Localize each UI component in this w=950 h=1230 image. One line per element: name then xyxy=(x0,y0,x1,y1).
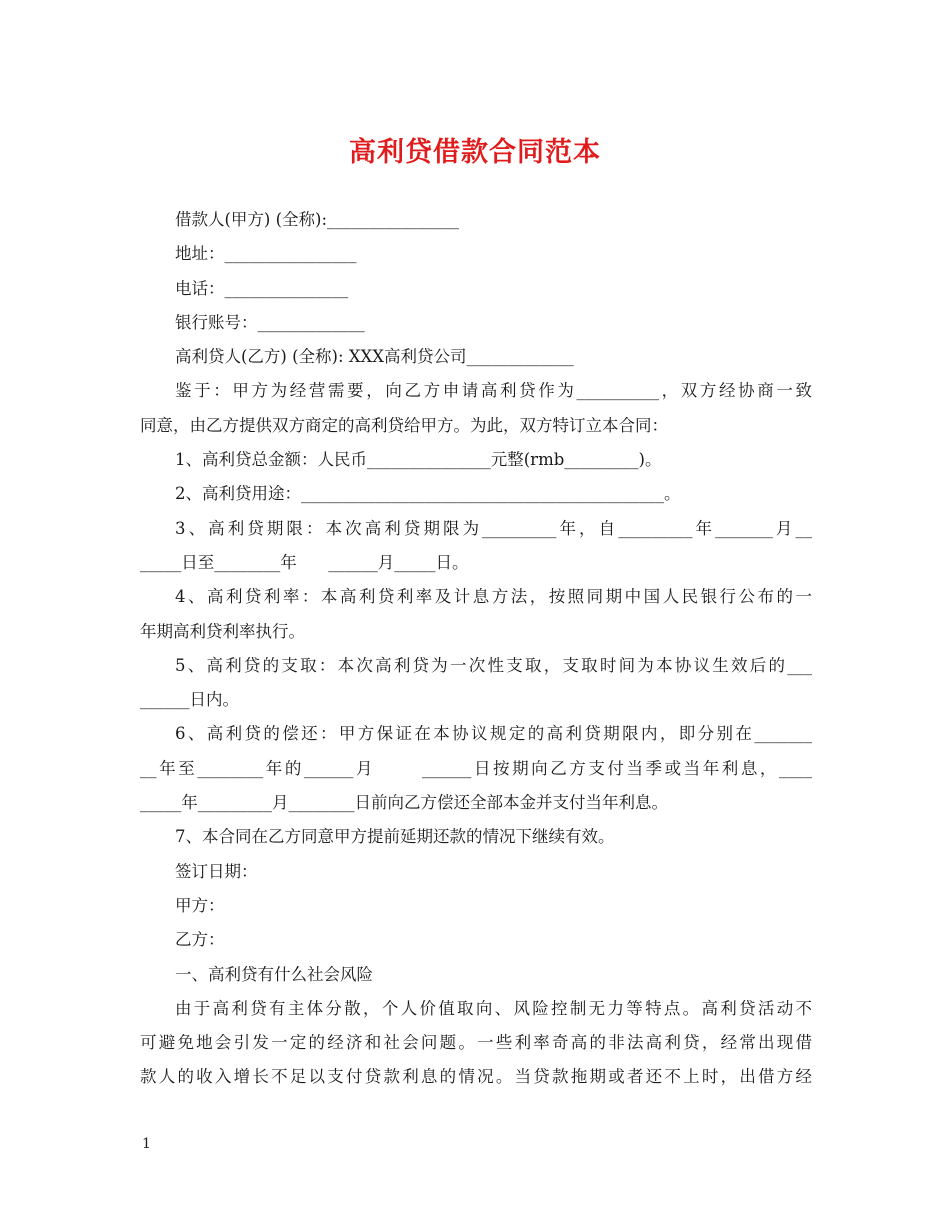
phone-line: 电话：_______________ xyxy=(175,278,349,298)
lender-name-line: 高利贷人(乙方) (全称): XXX高利贷公司_____________ xyxy=(175,347,574,367)
clause-6-repayment-line-1: 6、高利贷的偿还：甲方保证在本协议规定的高利贷期限内，即分别在_______ xyxy=(175,724,812,744)
page-number: 1 xyxy=(142,1136,151,1152)
clause-6-repayment-line-3: _____年_________月________日前向乙方偿还全部本金并支付当年利息。 xyxy=(140,793,668,813)
signing-date-label: 签订日期： xyxy=(175,861,258,881)
clause-4-rate-line-1: 4、高利贷利率：本高利贷利率及计息方法，按照同期中国人民银行公布的一 xyxy=(175,587,812,607)
clause-5-withdrawal-line-2: ______日内。 xyxy=(140,690,239,710)
clause-4-rate-line-2: 年期高利贷利率执行。 xyxy=(140,621,305,641)
clause-3-term-line-2: _____日至________年 ______月_____日。 xyxy=(140,552,469,572)
risk-paragraph-line-1: 由于高利贷有主体分散，个人价值取向、风险控制无力等特点。高利贷活动不 xyxy=(175,998,812,1018)
clause-5-withdrawal-line-1: 5、高利贷的支取：本次高利贷为一次性支取，支取时间为本协议生效后的___ xyxy=(175,655,812,675)
document-body xyxy=(140,203,812,1095)
section-heading-social-risk: 一、高利贷有什么社会风险 xyxy=(175,964,373,984)
clause-7-validity: 7、本合同在乙方同意甲方提前延期还款的情况下继续有效。 xyxy=(175,827,615,847)
document-title: 高利贷借款合同范本 xyxy=(349,137,601,168)
clause-1-amount: 1、高利贷总金额：人民币_______________元整(rmb_________)。 xyxy=(175,450,662,470)
whereas-line-2: 同意，由乙方提供双方商定的高利贷给甲方。为此，双方特订立本合同： xyxy=(140,415,668,435)
whereas-line-1: 鉴于：甲方为经营需要，向乙方申请高利贷作为__________，双方经协商一致 xyxy=(175,381,812,401)
party-a-label: 甲方： xyxy=(175,895,225,915)
clause-3-term-line-1: 3、高利贷期限：本次高利贷期限为_________年，自_________年_______月__ xyxy=(175,518,812,538)
risk-paragraph-line-3: 款人的收入增长不足以支付贷款利息的情况。当贷款拖期或者还不上时，出借方经 xyxy=(140,1067,812,1087)
risk-paragraph-line-2: 可避免地会引发一定的经济和社会问题。一些利率奇高的非法高利贷，经常出现借 xyxy=(140,1033,812,1053)
bank-account-line: 银行账号：_____________ xyxy=(175,312,365,332)
clause-6-repayment-line-2: __年至________年的______月 ______日按期向乙方支付当季或当年利息，____ xyxy=(140,758,812,778)
address-line: 地址：________________ xyxy=(175,244,357,264)
clause-2-purpose: 2、高利贷用途：____________________________________________。 xyxy=(175,484,681,504)
party-b-label: 乙方： xyxy=(175,930,225,950)
borrower-name-line: 借款人(甲方) (全称):________________ xyxy=(175,210,460,229)
